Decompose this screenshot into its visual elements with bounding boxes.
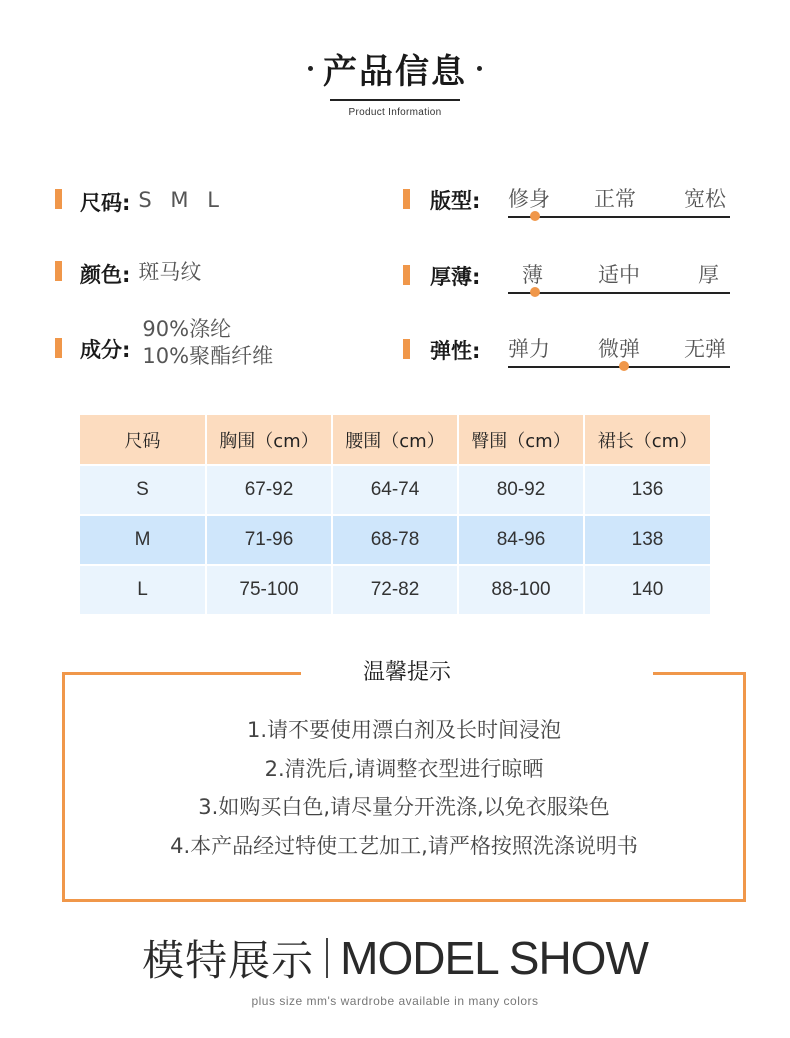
fit-scale-line	[508, 216, 730, 218]
table-row	[80, 465, 710, 515]
tip-item: 3.如购买白色,请尽量分开洗涤,以免衣服染色	[198, 795, 610, 819]
scale-thickness	[403, 259, 733, 299]
page-subtitle: Product Information	[348, 107, 442, 118]
table-cell: 84-96	[458, 515, 584, 565]
elasticity-option-none: 无弹	[684, 337, 726, 361]
table-header-cell: 尺码	[80, 415, 206, 465]
size-label: 尺码:	[80, 191, 131, 215]
tips-list	[65, 711, 743, 865]
model-show-divider	[326, 938, 328, 978]
tip-item: 1.请不要使用漂白剂及长时间浸泡	[246, 718, 562, 742]
table-cell: 67-92	[206, 465, 332, 515]
tips-box	[62, 660, 746, 902]
model-show-subtitle: plus size mm's wardrobe available in many colors	[251, 994, 539, 1008]
thickness-label: 厚薄:	[430, 265, 481, 289]
fit-option-slim: 修身	[508, 187, 550, 211]
page-title: 产品信息	[323, 52, 467, 92]
tip-item: 2.清洗后,请调整衣型进行晾晒	[264, 756, 544, 781]
table-cell: 138	[584, 515, 710, 565]
table-cell: 140	[584, 565, 710, 615]
elasticity-option-stretch: 弹力	[508, 337, 550, 361]
accent-bar	[403, 265, 410, 285]
model-show-section	[0, 928, 790, 1008]
fit-option-loose: 宽松	[684, 187, 726, 211]
table-cell: 75-100	[206, 565, 332, 615]
size-table	[80, 415, 710, 616]
table-cell: 88-100	[458, 565, 584, 615]
table-header-row	[80, 415, 710, 465]
table-cell: 136	[584, 465, 710, 515]
thickness-option-thick: 厚	[698, 263, 719, 287]
accent-bar	[403, 189, 410, 209]
fit-scale-indicator	[530, 211, 540, 221]
table-header-cell: 臀围（cm）	[458, 415, 584, 465]
title-dot-right	[477, 66, 482, 71]
elasticity-label: 弹性:	[430, 339, 481, 363]
info-size	[55, 187, 225, 217]
page-header	[0, 44, 790, 118]
table-header-cell: 腰围（cm）	[332, 415, 458, 465]
tip-item: 4.本产品经过特使工艺加工,请严格按照洗涤说明书	[170, 833, 638, 858]
color-label: 颜色:	[80, 263, 131, 287]
table-cell: M	[80, 515, 206, 565]
composition-label: 成分:	[80, 338, 131, 362]
table-row	[80, 515, 710, 565]
thickness-option-thin: 薄	[522, 263, 543, 287]
thickness-scale-indicator	[530, 287, 540, 297]
elasticity-scale-indicator	[619, 361, 629, 371]
thickness-option-medium: 适中	[598, 263, 640, 287]
elasticity-option-slight: 微弹	[598, 337, 640, 361]
fit-label: 版型:	[430, 189, 481, 213]
thickness-scale-line	[508, 292, 730, 294]
scale-elasticity	[403, 333, 733, 373]
size-value: S M L	[138, 188, 225, 212]
composition-line-1: 90%涤纶	[142, 317, 232, 341]
model-show-cn: 模特展示	[142, 936, 315, 985]
accent-bar	[55, 338, 62, 358]
title-underline	[330, 99, 460, 101]
accent-bar	[403, 339, 410, 359]
table-cell: L	[80, 565, 206, 615]
table-header-cell: 裙长（cm）	[584, 415, 710, 465]
info-composition	[55, 316, 273, 370]
model-show-en: MODEL SHOW	[340, 932, 648, 984]
tips-title: 温馨提示	[362, 660, 451, 685]
fit-option-regular: 正常	[594, 187, 636, 211]
color-value: 斑马纹	[138, 260, 202, 284]
info-color	[55, 259, 201, 289]
table-cell: 68-78	[332, 515, 458, 565]
table-cell: 71-96	[206, 515, 332, 565]
title-dot-left	[308, 66, 313, 71]
composition-value	[142, 316, 273, 370]
table-cell: 80-92	[458, 465, 584, 515]
composition-line-2: 10%聚酯纤维	[142, 344, 274, 368]
table-cell: S	[80, 465, 206, 515]
scale-fit	[403, 183, 733, 223]
table-cell: 72-82	[332, 565, 458, 615]
table-header-cell: 胸围（cm）	[206, 415, 332, 465]
accent-bar	[55, 261, 62, 281]
table-cell: 64-74	[332, 465, 458, 515]
accent-bar	[55, 189, 62, 209]
table-row	[80, 565, 710, 615]
